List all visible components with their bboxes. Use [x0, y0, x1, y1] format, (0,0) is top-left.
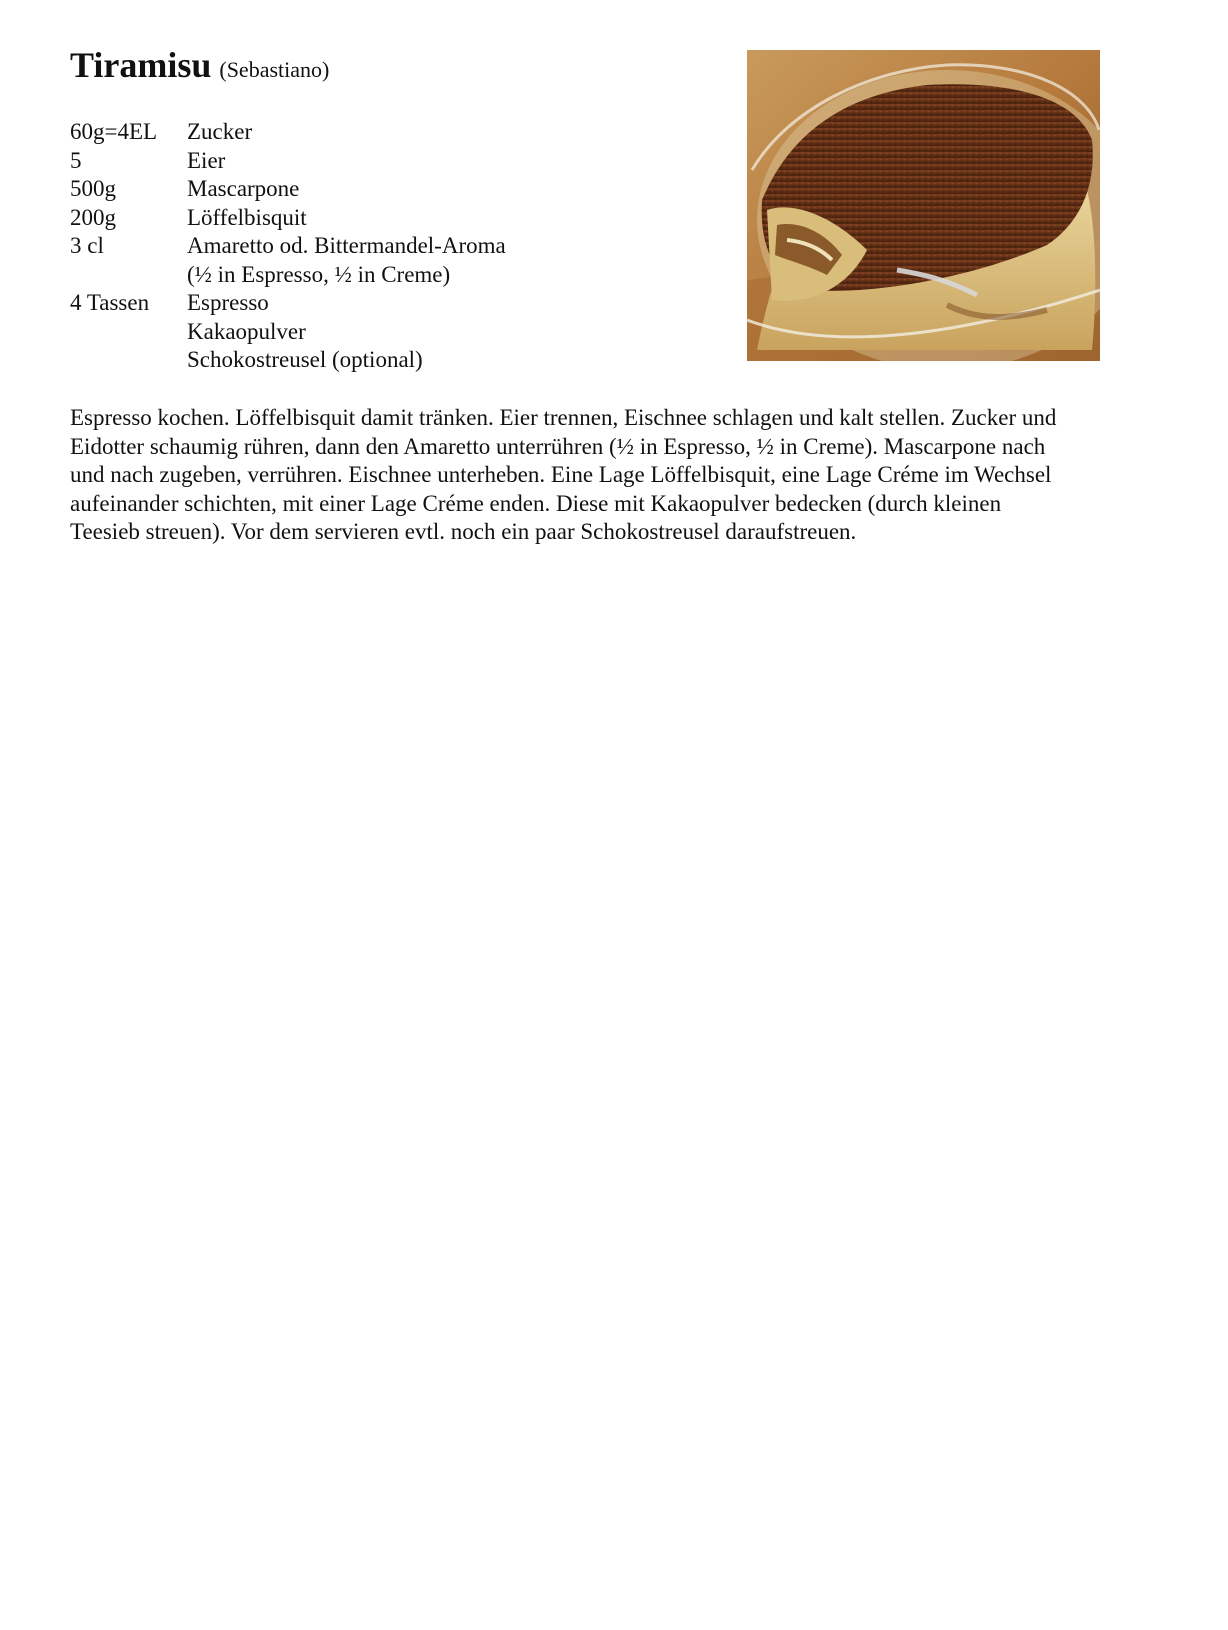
ingredient-row: [70, 261, 506, 290]
ingredient-quantity: [70, 346, 187, 375]
ingredient-quantity: 4 Tassen: [70, 290, 150, 315]
ingredient-quantity: 3 cl: [70, 233, 104, 258]
recipe-title: [70, 44, 329, 86]
ingredient-row: [70, 289, 506, 318]
ingredient-name: Amaretto od. Bittermandel-Aroma: [187, 233, 506, 258]
title-text: Tiramisu: [70, 45, 212, 85]
ingredient-name: Eier: [187, 147, 226, 173]
ingredient-name: Zucker: [187, 119, 253, 144]
ingredient-quantity: 60g=4EL: [70, 119, 158, 144]
ingredient-name: Mascarpone: [187, 176, 300, 201]
instructions-line: Espresso kochen. Löffelbisquit damit tränken. Eier trennen, Eischnee schlagen und kalt stellen. Zucker und: [70, 405, 1057, 430]
ingredient-quantity: 200g: [70, 204, 116, 230]
ingredient-name: Schokostreusel (optional): [187, 347, 423, 372]
author-text: (Sebastiano): [219, 57, 330, 82]
instructions-line: aufeinander schichten, mit einer Lage Créme enden. Diese mit Kakaopulver bedecken (durch kleinen: [70, 490, 1002, 516]
ingredient-quantity: [70, 261, 187, 290]
ingredient-name: Espresso: [187, 290, 269, 315]
ingredient-quantity: 5: [70, 147, 82, 173]
ingredient-row: [70, 175, 506, 204]
instructions-line: Eidotter schaumig rühren, dann den Amaretto unterrühren (½ in Espresso, ½ in Creme). Mascarpone nach: [70, 433, 1046, 459]
ingredient-row: [70, 346, 506, 375]
ingredient-name: Kakaopulver: [187, 318, 306, 344]
ingredient-quantity: 500g: [70, 176, 116, 201]
ingredient-row: [70, 204, 506, 233]
ingredient-list: [70, 118, 506, 375]
ingredient-name: (½ in Espresso, ½ in Creme): [187, 261, 451, 287]
instructions-paragraph: [70, 404, 1140, 547]
ingredient-row: [70, 118, 506, 147]
ingredient-row: [70, 318, 506, 347]
ingredient-quantity: [70, 318, 187, 347]
ingredient-name: Löffelbisquit: [187, 204, 307, 230]
instructions-line: und nach zugeben, verrühren. Eischnee unterheben. Eine Lage Löffelbisquit, eine Lage Créme im Wechsel: [70, 462, 1052, 488]
tiramisu-photo: [747, 50, 1100, 361]
ingredient-row: [70, 147, 506, 176]
ingredient-row: [70, 232, 506, 261]
instructions-line: Teesieb streuen). Vor dem servieren evtl. noch ein paar Schokostreusel daraufstreuen.: [70, 519, 857, 545]
